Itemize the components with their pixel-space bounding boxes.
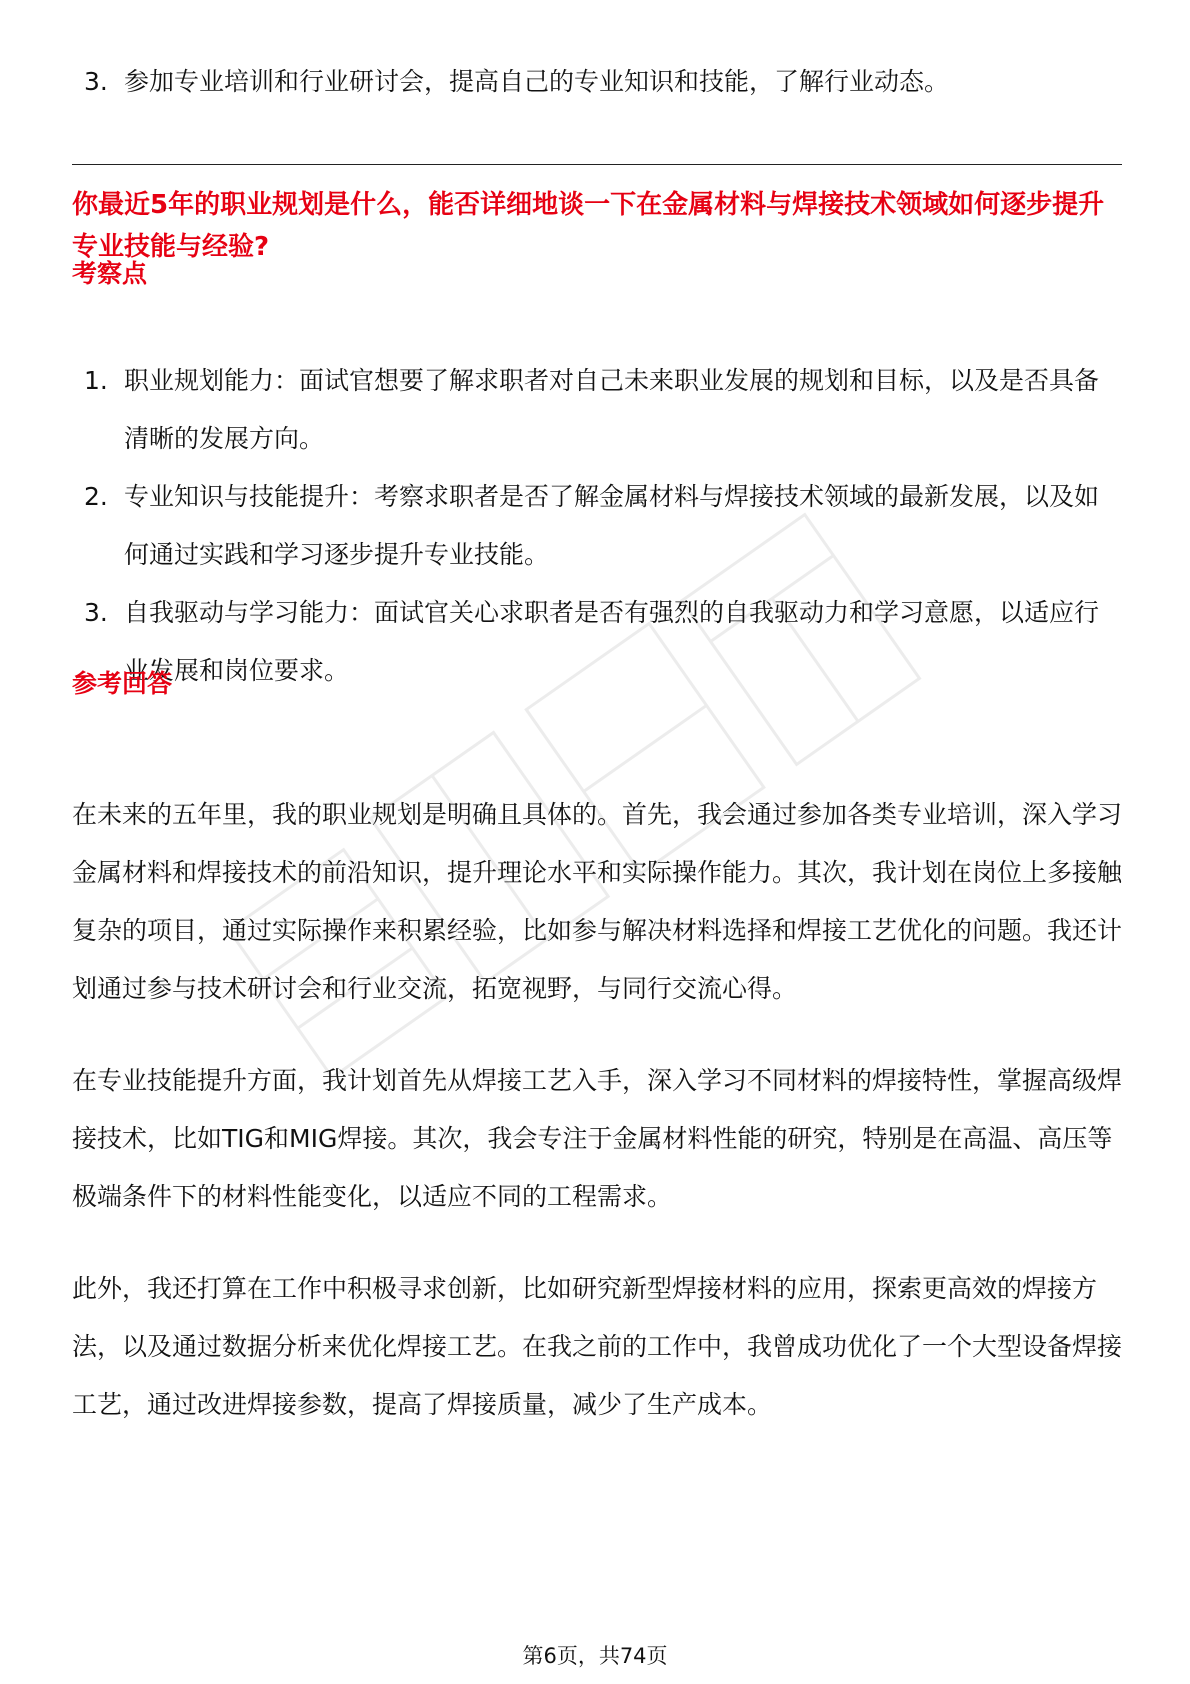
page-footer: 第6页，共74页 xyxy=(522,1644,668,1668)
prev-list-item xyxy=(84,62,949,102)
list-number: 1. xyxy=(84,366,108,395)
divider xyxy=(72,164,1122,165)
list-item xyxy=(84,468,1122,584)
answer-heading: 参考回答 xyxy=(72,669,173,698)
answer-body xyxy=(72,786,1122,1468)
focus-list xyxy=(84,352,1122,700)
question-heading: 你最近5年的职业规划是什么，能否详细地谈一下在金属材料与焊接技术领域如何逐步提升专业技能与经验? xyxy=(72,190,1105,262)
focus-heading: 考察点 xyxy=(72,259,148,288)
list-number: 2. xyxy=(84,482,108,511)
list-number: 3. xyxy=(84,67,108,96)
list-text: 自我驱动与学习能力：面试官关心求职者是否有强烈的自我驱动力和学习意愿，以适应行业发展和岗位要求。 xyxy=(124,598,1100,685)
answer-paragraph: 此外，我还打算在工作中积极寻求创新，比如研究新型焊接材料的应用，探索更高效的焊接方法，以及通过数据分析来优化焊接工艺。在我之前的工作中，我曾成功优化了一个大型设备焊接工艺，通过改进焊接参数，提高了焊接质量，减少了生产成本。 xyxy=(72,1274,1123,1419)
list-text: 专业知识与技能提升：考察求职者是否了解金属材料与焊接技术领域的最新发展，以及如何通过实践和学习逐步提升专业技能。 xyxy=(124,482,1100,569)
list-item xyxy=(84,584,1122,700)
list-number: 3. xyxy=(84,598,108,627)
answer-paragraph: 在未来的五年里，我的职业规划是明确且具体的。首先，我会通过参加各类专业培训，深入学习金属材料和焊接技术的前沿知识，提升理论水平和实际操作能力。其次，我计划在岗位上多接触复杂的项目，通过实际操作来积累经验，比如参与解决材料选择和焊接工艺优化的问题。我还计划通过参与技术研讨会和行业交流，拓宽视野，与同行交流心得。 xyxy=(72,800,1123,1003)
answer-paragraph: 在专业技能提升方面，我计划首先从焊接工艺入手，深入学习不同材料的焊接特性，掌握高级焊接技术，比如TIG和MIG焊接。其次，我会专注于金属材料性能的研究，特别是在高温、高压等极端条件下的材料性能变化，以适应不同的工程需求。 xyxy=(72,1066,1123,1211)
list-text: 参加专业培训和行业研讨会，提高自己的专业知识和技能，了解行业动态。 xyxy=(124,67,950,96)
list-item xyxy=(84,352,1122,468)
list-text: 职业规划能力：面试官想要了解求职者对自己未来职业发展的规划和目标，以及是否具备清晰的发展方向。 xyxy=(124,366,1100,453)
